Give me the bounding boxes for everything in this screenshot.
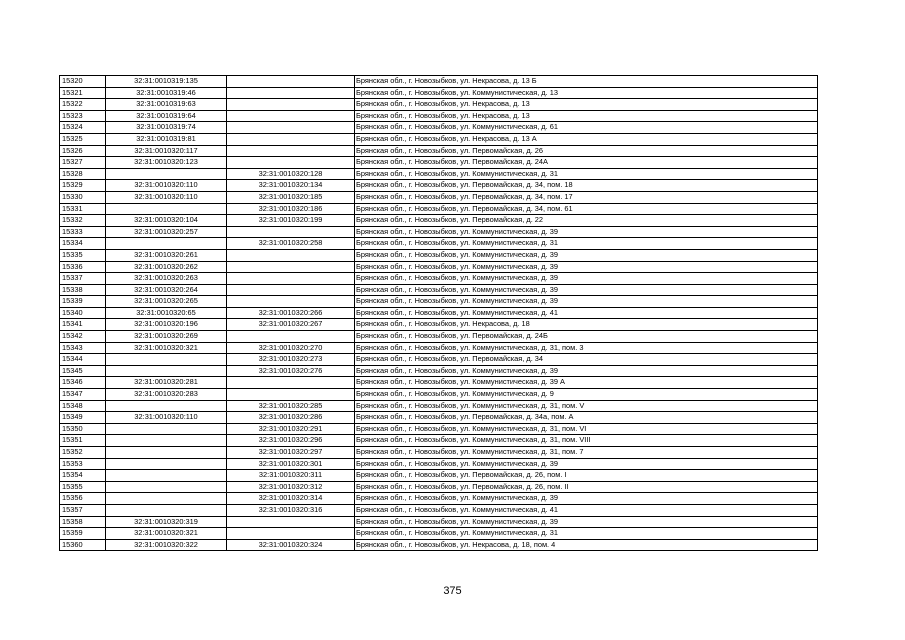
parent-cadastral-number-cell: 32:31:0010320:258 xyxy=(227,238,355,250)
address-cell: Брянская обл., г. Новозыбков, ул. Коммунистическая, д. 31, пом. 7 xyxy=(355,447,818,459)
address-cell: Брянская обл., г. Новозыбков, ул. Коммунистическая, д. 31, пом. V xyxy=(355,400,818,412)
cadastral-number-cell: 32:31:0010320:321 xyxy=(106,342,227,354)
address-cell: Брянская обл., г. Новозыбков, ул. Первомайская, д. 34а, пом. А xyxy=(355,412,818,424)
cadastral-number-cell: 32:31:0010320:265 xyxy=(106,296,227,308)
record-number-cell: 15340 xyxy=(60,307,106,319)
table-row xyxy=(60,377,818,389)
record-number-cell: 15348 xyxy=(60,400,106,412)
record-number-cell: 15325 xyxy=(60,133,106,145)
table-row xyxy=(60,400,818,412)
table-row xyxy=(60,342,818,354)
parent-cadastral-number-cell xyxy=(227,133,355,145)
parent-cadastral-number-cell xyxy=(227,145,355,157)
cadastral-number-cell xyxy=(106,203,227,215)
parent-cadastral-number-cell xyxy=(227,76,355,88)
parent-cadastral-number-cell: 32:31:0010320:312 xyxy=(227,481,355,493)
table-row xyxy=(60,296,818,308)
parent-cadastral-number-cell: 32:31:0010320:291 xyxy=(227,423,355,435)
cadastral-number-cell: 32:31:0010320:196 xyxy=(106,319,227,331)
parent-cadastral-number-cell: 32:31:0010320:297 xyxy=(227,447,355,459)
parent-cadastral-number-cell xyxy=(227,296,355,308)
address-cell: Брянская обл., г. Новозыбков, ул. Коммунистическая, д. 39 xyxy=(355,493,818,505)
record-number-cell: 15335 xyxy=(60,249,106,261)
cadastral-number-cell: 32:31:0010320:257 xyxy=(106,226,227,238)
address-cell: Брянская обл., г. Новозыбков, ул. Коммунистическая, д. 61 xyxy=(355,122,818,134)
record-number-cell: 15332 xyxy=(60,215,106,227)
cadastral-number-cell: 32:31:0010320:65 xyxy=(106,307,227,319)
record-number-cell: 15322 xyxy=(60,99,106,111)
cadastral-number-cell: 32:31:0010319:135 xyxy=(106,76,227,88)
address-cell: Брянская обл., г. Новозыбков, ул. Коммунистическая, д. 39 xyxy=(355,226,818,238)
record-number-cell: 15345 xyxy=(60,365,106,377)
table-row xyxy=(60,331,818,343)
parent-cadastral-number-cell: 32:31:0010320:286 xyxy=(227,412,355,424)
parent-cadastral-number-cell: 32:31:0010320:199 xyxy=(227,215,355,227)
table-row xyxy=(60,528,818,540)
registry-table xyxy=(59,75,818,551)
table-row xyxy=(60,168,818,180)
cadastral-number-cell: 32:31:0010320:319 xyxy=(106,516,227,528)
page-number: 375 xyxy=(443,585,462,597)
record-number-cell: 15350 xyxy=(60,423,106,435)
record-number-cell: 15353 xyxy=(60,458,106,470)
registry-table-body xyxy=(60,76,818,551)
record-number-cell: 15344 xyxy=(60,354,106,366)
cadastral-number-cell: 32:31:0010319:74 xyxy=(106,122,227,134)
parent-cadastral-number-cell: 32:31:0010320:301 xyxy=(227,458,355,470)
parent-cadastral-number-cell xyxy=(227,528,355,540)
cadastral-number-cell: 32:31:0010319:64 xyxy=(106,110,227,122)
record-number-cell: 15357 xyxy=(60,504,106,516)
parent-cadastral-number-cell: 32:31:0010320:266 xyxy=(227,307,355,319)
parent-cadastral-number-cell xyxy=(227,249,355,261)
table-row xyxy=(60,133,818,145)
cadastral-number-cell: 32:31:0010320:322 xyxy=(106,539,227,551)
cadastral-number-cell: 32:31:0010320:117 xyxy=(106,145,227,157)
cadastral-number-cell: 32:31:0010320:262 xyxy=(106,261,227,273)
cadastral-number-cell xyxy=(106,400,227,412)
parent-cadastral-number-cell xyxy=(227,389,355,401)
table-row xyxy=(60,180,818,192)
address-cell: Брянская обл., г. Новозыбков, ул. Коммунистическая, д. 39 xyxy=(355,273,818,285)
address-cell: Брянская обл., г. Новозыбков, ул. Первомайская, д. 26, пом. I xyxy=(355,470,818,482)
address-cell: Брянская обл., г. Новозыбков, ул. Первомайская, д. 34, пом. 61 xyxy=(355,203,818,215)
parent-cadastral-number-cell: 32:31:0010320:314 xyxy=(227,493,355,505)
parent-cadastral-number-cell xyxy=(227,284,355,296)
parent-cadastral-number-cell: 32:31:0010320:285 xyxy=(227,400,355,412)
cadastral-number-cell xyxy=(106,365,227,377)
cadastral-number-cell: 32:31:0010320:283 xyxy=(106,389,227,401)
record-number-cell: 15320 xyxy=(60,76,106,88)
address-cell: Брянская обл., г. Новозыбков, ул. Первомайская, д. 34 xyxy=(355,354,818,366)
parent-cadastral-number-cell xyxy=(227,377,355,389)
record-number-cell: 15328 xyxy=(60,168,106,180)
record-number-cell: 15351 xyxy=(60,435,106,447)
cadastral-number-cell: 32:31:0010320:269 xyxy=(106,331,227,343)
table-row xyxy=(60,412,818,424)
table-row xyxy=(60,191,818,203)
parent-cadastral-number-cell xyxy=(227,157,355,169)
address-cell: Брянская обл., г. Новозыбков, ул. Коммунистическая, д. 31, пом. VIII xyxy=(355,435,818,447)
cadastral-number-cell: 32:31:0010320:110 xyxy=(106,412,227,424)
cadastral-number-cell xyxy=(106,504,227,516)
table-row xyxy=(60,435,818,447)
record-number-cell: 15338 xyxy=(60,284,106,296)
address-cell: Брянская обл., г. Новозыбков, ул. Коммунистическая, д. 39 А xyxy=(355,377,818,389)
parent-cadastral-number-cell: 32:31:0010320:186 xyxy=(227,203,355,215)
parent-cadastral-number-cell: 32:31:0010320:273 xyxy=(227,354,355,366)
cadastral-number-cell: 32:31:0010320:261 xyxy=(106,249,227,261)
address-cell: Брянская обл., г. Новозыбков, ул. Коммунистическая, д. 39 xyxy=(355,458,818,470)
address-cell: Брянская обл., г. Новозыбков, ул. Коммунистическая, д. 39 xyxy=(355,249,818,261)
address-cell: Брянская обл., г. Новозыбков, ул. Некрасова, д. 18, пом. 4 xyxy=(355,539,818,551)
record-number-cell: 15349 xyxy=(60,412,106,424)
record-number-cell: 15356 xyxy=(60,493,106,505)
table-row xyxy=(60,389,818,401)
address-cell: Брянская обл., г. Новозыбков, ул. Коммунистическая, д. 41 xyxy=(355,307,818,319)
table-row xyxy=(60,516,818,528)
table-row xyxy=(60,493,818,505)
address-cell: Брянская обл., г. Новозыбков, ул. Некрасова, д. 13 Б xyxy=(355,76,818,88)
parent-cadastral-number-cell xyxy=(227,516,355,528)
table-row xyxy=(60,481,818,493)
table-row xyxy=(60,122,818,134)
parent-cadastral-number-cell xyxy=(227,110,355,122)
record-number-cell: 15342 xyxy=(60,331,106,343)
cadastral-number-cell xyxy=(106,423,227,435)
table-row xyxy=(60,87,818,99)
cadastral-number-cell: 32:31:0010319:81 xyxy=(106,133,227,145)
address-cell: Брянская обл., г. Новозыбков, ул. Коммунистическая, д. 41 xyxy=(355,504,818,516)
cadastral-number-cell: 32:31:0010320:123 xyxy=(106,157,227,169)
table-row xyxy=(60,447,818,459)
parent-cadastral-number-cell xyxy=(227,87,355,99)
table-row xyxy=(60,145,818,157)
address-cell: Брянская обл., г. Новозыбков, ул. Первомайская, д. 34, пом. 17 xyxy=(355,191,818,203)
cadastral-number-cell xyxy=(106,481,227,493)
table-row xyxy=(60,504,818,516)
address-cell: Брянская обл., г. Новозыбков, ул. Коммунистическая, д. 39 xyxy=(355,365,818,377)
address-cell: Брянская обл., г. Новозыбков, ул. Первомайская, д. 26 xyxy=(355,145,818,157)
table-row xyxy=(60,284,818,296)
cadastral-number-cell xyxy=(106,470,227,482)
address-cell: Брянская обл., г. Новозыбков, ул. Первомайская, д. 24А xyxy=(355,157,818,169)
table-row xyxy=(60,365,818,377)
cadastral-number-cell xyxy=(106,238,227,250)
address-cell: Брянская обл., г. Новозыбков, ул. Коммунистическая, д. 31, пом. VI xyxy=(355,423,818,435)
parent-cadastral-number-cell: 32:31:0010320:270 xyxy=(227,342,355,354)
address-cell: Брянская обл., г. Новозыбков, ул. Коммунистическая, д. 31 xyxy=(355,238,818,250)
table-row xyxy=(60,539,818,551)
record-number-cell: 15347 xyxy=(60,389,106,401)
record-number-cell: 15339 xyxy=(60,296,106,308)
record-number-cell: 15352 xyxy=(60,447,106,459)
address-cell: Брянская обл., г. Новозыбков, ул. Коммунистическая, д. 9 xyxy=(355,389,818,401)
table-row xyxy=(60,249,818,261)
cadastral-number-cell xyxy=(106,458,227,470)
cadastral-number-cell xyxy=(106,168,227,180)
table-row xyxy=(60,99,818,111)
record-number-cell: 15327 xyxy=(60,157,106,169)
cadastral-number-cell: 32:31:0010319:46 xyxy=(106,87,227,99)
address-cell: Брянская обл., г. Новозыбков, ул. Некрасова, д. 13 xyxy=(355,110,818,122)
address-cell: Брянская обл., г. Новозыбков, ул. Первомайская, д. 26, пом. II xyxy=(355,481,818,493)
parent-cadastral-number-cell: 32:31:0010320:267 xyxy=(227,319,355,331)
address-cell: Брянская обл., г. Новозыбков, ул. Первомайская, д. 34, пом. 18 xyxy=(355,180,818,192)
cadastral-number-cell: 32:31:0010320:281 xyxy=(106,377,227,389)
record-number-cell: 15334 xyxy=(60,238,106,250)
parent-cadastral-number-cell: 32:31:0010320:134 xyxy=(227,180,355,192)
cadastral-number-cell xyxy=(106,493,227,505)
address-cell: Брянская обл., г. Новозыбков, ул. Коммунистическая, д. 39 xyxy=(355,296,818,308)
record-number-cell: 15355 xyxy=(60,481,106,493)
address-cell: Брянская обл., г. Новозыбков, ул. Коммунистическая, д. 39 xyxy=(355,261,818,273)
address-cell: Брянская обл., г. Новозыбков, ул. Некрасова, д. 18 xyxy=(355,319,818,331)
record-number-cell: 15323 xyxy=(60,110,106,122)
record-number-cell: 15336 xyxy=(60,261,106,273)
address-cell: Брянская обл., г. Новозыбков, ул. Первомайская, д. 22 xyxy=(355,215,818,227)
address-cell: Брянская обл., г. Новозыбков, ул. Первомайская, д. 24Б xyxy=(355,331,818,343)
table-row xyxy=(60,238,818,250)
address-cell: Брянская обл., г. Новозыбков, ул. Некрасова, д. 13 А xyxy=(355,133,818,145)
table-row xyxy=(60,470,818,482)
address-cell: Брянская обл., г. Новозыбков, ул. Коммунистическая, д. 39 xyxy=(355,516,818,528)
parent-cadastral-number-cell xyxy=(227,226,355,238)
parent-cadastral-number-cell: 32:31:0010320:276 xyxy=(227,365,355,377)
parent-cadastral-number-cell: 32:31:0010320:128 xyxy=(227,168,355,180)
table-row xyxy=(60,423,818,435)
table-row xyxy=(60,76,818,88)
record-number-cell: 15337 xyxy=(60,273,106,285)
cadastral-number-cell: 32:31:0010319:63 xyxy=(106,99,227,111)
record-number-cell: 15343 xyxy=(60,342,106,354)
cadastral-number-cell: 32:31:0010320:264 xyxy=(106,284,227,296)
parent-cadastral-number-cell xyxy=(227,273,355,285)
parent-cadastral-number-cell xyxy=(227,122,355,134)
parent-cadastral-number-cell: 32:31:0010320:316 xyxy=(227,504,355,516)
table-row xyxy=(60,307,818,319)
record-number-cell: 15331 xyxy=(60,203,106,215)
table-row xyxy=(60,226,818,238)
record-number-cell: 15329 xyxy=(60,180,106,192)
parent-cadastral-number-cell: 32:31:0010320:185 xyxy=(227,191,355,203)
parent-cadastral-number-cell xyxy=(227,331,355,343)
record-number-cell: 15330 xyxy=(60,191,106,203)
record-number-cell: 15326 xyxy=(60,145,106,157)
record-number-cell: 15321 xyxy=(60,87,106,99)
parent-cadastral-number-cell: 32:31:0010320:296 xyxy=(227,435,355,447)
address-cell: Брянская обл., г. Новозыбков, ул. Некрасова, д. 13 xyxy=(355,99,818,111)
record-number-cell: 15358 xyxy=(60,516,106,528)
table-row xyxy=(60,157,818,169)
record-number-cell: 15324 xyxy=(60,122,106,134)
parent-cadastral-number-cell: 32:31:0010320:324 xyxy=(227,539,355,551)
parent-cadastral-number-cell: 32:31:0010320:311 xyxy=(227,470,355,482)
address-cell: Брянская обл., г. Новозыбков, ул. Коммунистическая, д. 39 xyxy=(355,284,818,296)
table-row xyxy=(60,215,818,227)
table-row xyxy=(60,110,818,122)
parent-cadastral-number-cell xyxy=(227,261,355,273)
address-cell: Брянская обл., г. Новозыбков, ул. Коммунистическая, д. 31, пом. 3 xyxy=(355,342,818,354)
table-row xyxy=(60,261,818,273)
table-row xyxy=(60,354,818,366)
record-number-cell: 15354 xyxy=(60,470,106,482)
parent-cadastral-number-cell xyxy=(227,99,355,111)
address-cell: Брянская обл., г. Новозыбков, ул. Коммунистическая, д. 31 xyxy=(355,168,818,180)
cadastral-number-cell xyxy=(106,435,227,447)
address-cell: Брянская обл., г. Новозыбков, ул. Коммунистическая, д. 31 xyxy=(355,528,818,540)
table-row xyxy=(60,458,818,470)
cadastral-number-cell: 32:31:0010320:321 xyxy=(106,528,227,540)
cadastral-number-cell: 32:31:0010320:104 xyxy=(106,215,227,227)
record-number-cell: 15341 xyxy=(60,319,106,331)
cadastral-number-cell: 32:31:0010320:263 xyxy=(106,273,227,285)
address-cell: Брянская обл., г. Новозыбков, ул. Коммунистическая, д. 13 xyxy=(355,87,818,99)
table-row xyxy=(60,273,818,285)
cadastral-number-cell xyxy=(106,354,227,366)
cadastral-number-cell: 32:31:0010320:110 xyxy=(106,191,227,203)
table-row xyxy=(60,319,818,331)
cadastral-number-cell xyxy=(106,447,227,459)
record-number-cell: 15346 xyxy=(60,377,106,389)
record-number-cell: 15360 xyxy=(60,539,106,551)
record-number-cell: 15359 xyxy=(60,528,106,540)
cadastral-number-cell: 32:31:0010320:110 xyxy=(106,180,227,192)
record-number-cell: 15333 xyxy=(60,226,106,238)
table-row xyxy=(60,203,818,215)
